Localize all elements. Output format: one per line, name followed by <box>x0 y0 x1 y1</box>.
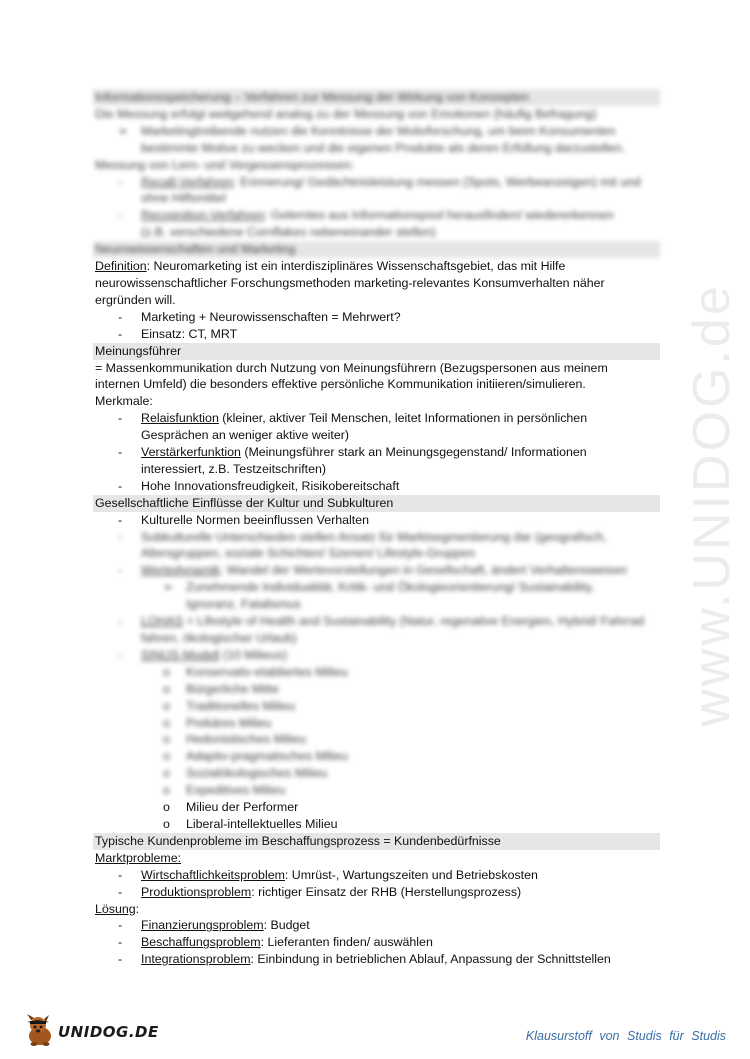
paragraph: Merkmale: <box>95 394 153 409</box>
arrow-bullet-icon: ➢ <box>118 123 129 138</box>
section-meinungsfuehrer <box>95 343 660 495</box>
list-item: - Recognition-Verfahren: Gelerntes aus Informationspool herausfinden/ wiedererkennen <box>118 208 614 223</box>
dash-bullet-icon: - <box>118 614 123 629</box>
arrow-bullet-icon: ➢ <box>163 580 174 595</box>
circle-bullet-icon: o <box>163 749 170 764</box>
circle-bullet-icon: o <box>163 766 170 781</box>
milieu-item: o Hedonistisches Milieu <box>163 732 306 747</box>
circle-bullet-icon: o <box>163 664 170 679</box>
dash-bullet-icon: - <box>118 952 123 967</box>
paragraph: Die Messung erfolgt weitgehend analog zu der Messung von Emotionen (häufig Befragung) <box>95 106 597 121</box>
list-item: - SINUS-Modell (10 Milieus) <box>118 647 287 662</box>
circle-bullet-icon: o <box>163 715 170 730</box>
dash-bullet-icon: - <box>118 411 123 426</box>
list-item: - Finanzierungsproblem: Budget <box>118 918 310 933</box>
dash-bullet-icon: - <box>118 884 123 899</box>
milieu-item: o Liberal-intellektuelles Milieu <box>163 816 338 831</box>
milieu-item: o Milieu der Performer <box>163 800 299 815</box>
section-heading: Informationsspeicherung – Verfahren zur Messung der Wirkung von Konzepten <box>93 89 660 106</box>
milieu-item: o Prekäres Milieu <box>163 715 272 730</box>
dash-bullet-icon: - <box>118 326 123 341</box>
section-informationsspeicherung <box>95 89 660 241</box>
circle-bullet-icon: o <box>163 800 170 815</box>
footer-slogan: Klausurstoff von Studis für Studis <box>525 1029 726 1043</box>
sub-list-item-continuation: Ignoranz, Fatalismus <box>186 597 302 612</box>
list-item: - LOHAS = Lifestyle of Health and Sustainability (Natur, regenative Energien, Hybrid/ Fahrrad <box>118 614 645 629</box>
list-item: - Verstärkerfunktion (Meinungsführer stark an Meinungsgegenstand/ Informationen <box>118 445 587 460</box>
section-heading: Typische Kundenprobleme im Beschaffungsprozess = Kundenbedürfnisse <box>93 833 660 850</box>
dash-bullet-icon: - <box>118 478 123 493</box>
list-item-continuation: Altersgruppen, soziale Schichten/ Szenen/ Lifestyle-Gruppen <box>141 546 476 561</box>
list-item: ➢ Marketingtreibende nutzen die Kenntnisse der Motivforschung, um beim Konsumenten <box>118 123 616 138</box>
list-item: - Kulturelle Normen beeinflussen Verhalten <box>118 512 369 527</box>
paragraph: ergründen will. <box>95 292 176 307</box>
dash-bullet-icon: - <box>118 647 123 662</box>
paragraph: neurowissenschaftlicher Forschungsmethoden marketing-relevantes Konsumverhalten näher <box>95 275 605 290</box>
list-item-continuation: ohne Hilfsmittel <box>141 191 226 206</box>
subheading-loesung: Lösung: <box>95 901 140 916</box>
circle-bullet-icon: o <box>163 783 170 798</box>
list-item: - Subkulturelle Unterschieden stellen Ansatz für Marktsegmentierung dar (geografisch, <box>118 529 607 544</box>
list-item: - Integrationsproblem: Einbindung in betrieblichen Ablauf, Anpassung der Schnittstellen <box>118 952 611 967</box>
list-item: - Wertedynamik: Wandel der Wertevorstellungen in Gesellschaft, ändert Verhaltensweisen <box>118 563 628 578</box>
dash-bullet-icon: - <box>118 208 123 223</box>
sub-list-item: ➢ Zunehmende Individualität, Kritik- und Ökologieorientierung/ Sustainability, <box>163 580 595 595</box>
dash-bullet-icon: - <box>118 309 123 324</box>
dash-bullet-icon: - <box>118 174 123 189</box>
section-neuromarketing <box>95 241 660 342</box>
milieu-item: o Konservativ-etabliertes Milieu <box>163 664 348 679</box>
circle-bullet-icon: o <box>163 698 170 713</box>
list-item-continuation: Gesprächen an weniger aktive weiter) <box>141 428 349 443</box>
list-item-continuation: interessiert, z.B. Testzeitschriften) <box>141 461 327 476</box>
milieu-item: o Adaptiv-pragmatisches Milieu <box>163 749 348 764</box>
dash-bullet-icon: - <box>118 867 123 882</box>
dash-bullet-icon: - <box>118 935 123 950</box>
list-item-continuation: fahren, ökologischer Urlaub) <box>141 631 297 645</box>
list-item: - Einsatz: CT, MRT <box>118 326 238 341</box>
list-item: - Marketing + Neurowissenschaften = Mehrwert? <box>118 309 401 324</box>
paragraph: = Massenkommunikation durch Nutzung von Meinungsführern (Bezugspersonen aus meinem <box>95 360 608 375</box>
milieu-item: o Sozialökologisches Milieu <box>163 766 328 781</box>
circle-bullet-icon: o <box>163 816 170 831</box>
list-item: - Produktionsproblem: richtiger Einsatz der RHB (Herstellungsprozess) <box>118 884 522 899</box>
dash-bullet-icon: - <box>118 563 123 578</box>
section-heading: Meinungsführer <box>93 343 660 360</box>
subheading-marktprobleme: Marktprobleme: <box>95 850 182 865</box>
circle-bullet-icon: o <box>163 681 170 696</box>
list-item: - Relaisfunktion (kleiner, aktiver Teil Menschen, leitet Informationen in persönlichen <box>118 411 588 426</box>
paragraph: internen Umfeld) die besonders effektive persönliche Kommunikation initiieren/simulieren. <box>95 377 586 392</box>
circle-bullet-icon: o <box>163 732 170 747</box>
definition: Definition: Neuromarketing ist ein interdisziplinäres Wissenschaftsgebiet, das mit Hilfe <box>95 259 566 274</box>
section-kultur <box>95 495 660 833</box>
milieu-item: o Bürgerliche Mitte <box>163 681 279 696</box>
document-body <box>95 89 660 968</box>
dash-bullet-icon: - <box>118 529 123 544</box>
list-item: - Beschaffungsproblem: Lieferanten finden/ auswählen <box>118 935 433 950</box>
dog-mascot-icon <box>22 1012 58 1048</box>
list-item: - Hohe Innovationsfreudigkeit, Risikobereitschaft <box>118 478 400 493</box>
watermark-text: www.UNIDOG.de <box>683 283 741 727</box>
dash-bullet-icon: - <box>118 512 123 527</box>
list-item: - Recall-Verfahren: Erinnerung/ Gedächtnisleistung messen (Spots, Werbeanzeigen) mit und <box>118 174 641 189</box>
section-kundenprobleme <box>95 833 660 968</box>
section-heading: Gesellschaftliche Einflüsse der Kultur und Subkulturen <box>93 495 660 512</box>
milieu-item: o Traditionelles Milieu <box>163 698 296 713</box>
milieu-item: o Expeditives Milieu <box>163 783 286 798</box>
list-item-continuation: (z.B. verschiedene Cornflakes nebeneinander stellen) <box>141 225 436 240</box>
blurred-block <box>95 529 660 800</box>
list-item: - Wirtschaftlichkeitsproblem: Umrüst-, Wartungszeiten und Betriebskosten <box>118 867 538 882</box>
section-heading: Neurowissenschaften und Marketing <box>93 241 660 258</box>
dash-bullet-icon: - <box>118 445 123 460</box>
dash-bullet-icon: - <box>118 918 123 933</box>
logo-wordmark: UNIDOG.DE <box>58 1023 159 1041</box>
paragraph: Messung von Lern- und Vergessensprozessen: <box>95 157 354 172</box>
list-item-continuation: bestimmte Motive zu wecken und die eigenen Produkte als deren Erfüllung darzustellen. <box>141 140 626 155</box>
